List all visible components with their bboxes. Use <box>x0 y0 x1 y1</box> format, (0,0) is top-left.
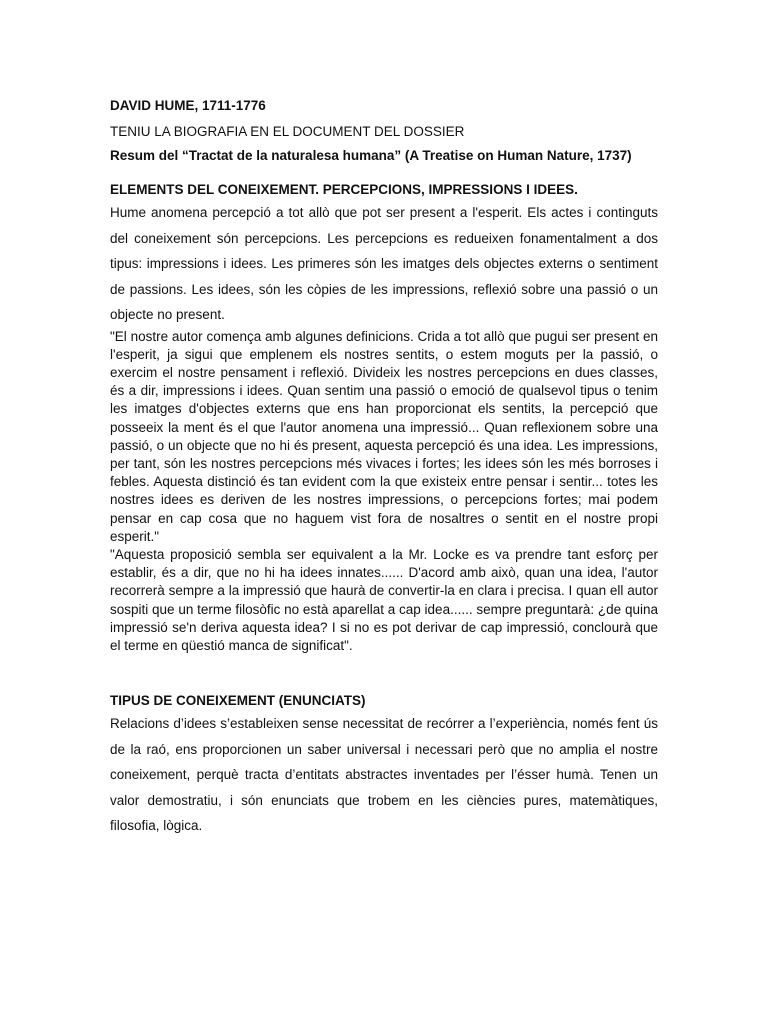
section-heading-elements: ELEMENTS DEL CONEIXEMENT. PERCEPCIONS, IMPRESSIONS I IDEES. <box>110 182 578 197</box>
document-title: DAVID HUME, 1711-1776 <box>110 98 266 113</box>
quote-locke: "Aquesta proposició sembla ser equivalent a la Mr. Locke es va prendre tant esforç per establir, és a dir, que no hi ha idees innates...... D'acord amb això, quan una idea, l'autor recorrerà sempre a la impressió que haurà de convertir-la en clara i precisa. I quan ell autor sospiti que un terme filosòfic no està aparellat a cap idea...... sempre preguntarà: ¿de quina impressió se'n deriva aquesta idea? I si no es pot derivar de cap impressió, conclourà que el terme en qüestió manca de significat". <box>110 546 658 653</box>
document-page <box>110 96 658 839</box>
summary-heading: Resum del “Tractat de la naturalesa humana” (A Treatise on Human Nature, 1737) <box>110 148 632 163</box>
quote-definitions: "El nostre autor comença amb algunes definicions. Crida a tot allò que pugui ser present en l'esperit, ja sigui que emplenem els nostres sentits, o estem moguts per la passió, o exercim el nostre pensament i reflexió. Divideix les nostres percepcions en dues classes, és a dir, impressions i idees. Quan sentim una passió o emoció de qualsevol tipus o tenim les imatges d'objectes externs que ens han proporcionat els sentits, la percepció que posseeix la ment és el que l'autor anomena una impressió... Quan reflexionem sobre una passió, o un objecte que no hi és present, aquesta percepció és una idea. Les impressions, per tant, són les nostres percepcions més vivaces i fortes; les idees són les més borroses i febles. Aquesta distinció és tan evident com la que existeix entre pensar i sentir... totes les nostres idees es deriven de les nostres impressions, o percepcions fortes; mai podem pensar en cap cosa que no haguem vist fora de nosaltres o sentit en el nostre propi esperit." <box>110 328 658 544</box>
section-heading-knowledge-types: TIPUS DE CONEIXEMENT (ENUNCIATS) <box>110 693 366 709</box>
document-subtitle: TENIU LA BIOGRAFIA EN EL DOCUMENT DEL DOSSIER <box>110 124 465 139</box>
paragraph-relations-of-ideas: Relacions d’idees s’estableixen sense necessitat de recórrer a l’experiència, només fent ús de la raó, ens proporcionen un saber universal i necessari però que no amplia el nostre coneixement, perquè tracta d’entitats abstractes inventades per l’ésser humà. Tenen un valor demostratiu, i són enunciats que trobem en les ciències pures, matemàtiques, filosofia, lògica. <box>110 716 658 834</box>
paragraph-perceptions: Hume anomena percepció a tot allò que pot ser present a l'esperit. Els actes i continguts del coneixement són percepcions. Les percepcions es redueixen fonamentalment a dos tipus: impressions i idees. Les primeres són les imatges dels objectes externs o sentiment de passions. Les idees, són les còpies de les impressions, reflexió sobre una passió o un objecte no present. <box>110 205 658 322</box>
